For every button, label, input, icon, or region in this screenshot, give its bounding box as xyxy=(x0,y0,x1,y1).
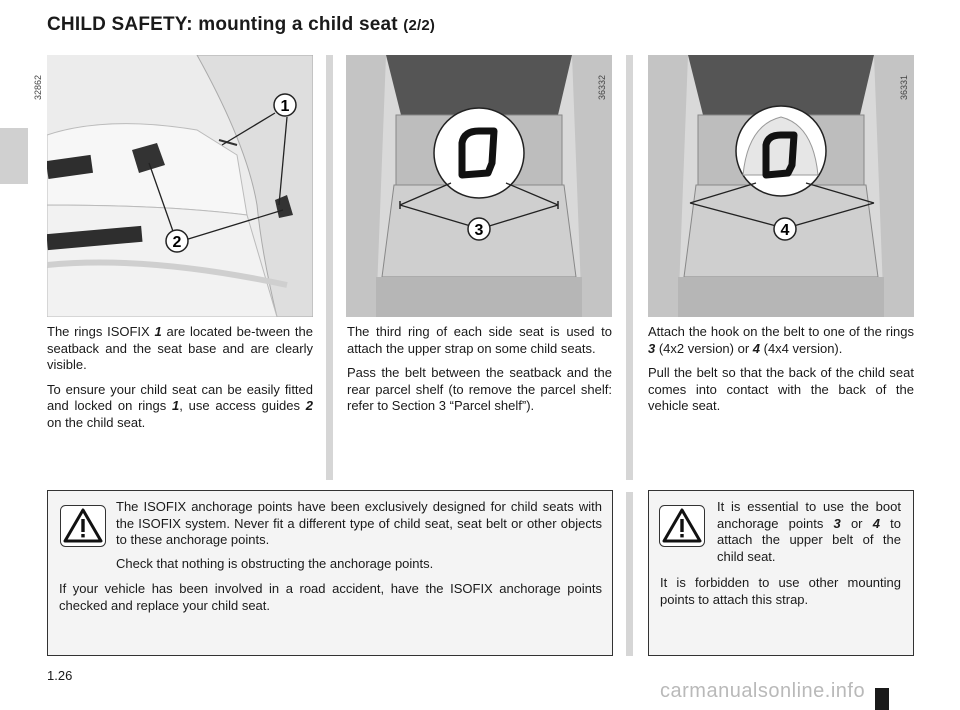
figure-boot-anchorage-4 xyxy=(648,55,914,317)
paragraph: Check that nothing is obstructing the anchorage points. xyxy=(116,555,434,571)
paragraph: The third ring of each side seat is used to attach the upper strap on some child seats. xyxy=(347,324,612,356)
column-3-text xyxy=(648,324,914,423)
paragraph: It is essential to use the boot anchorage points 3 or 4 to attach the upper belt of the child seat. xyxy=(717,499,901,564)
figure-code: 32862 xyxy=(33,74,43,100)
callout-3: 3 xyxy=(474,222,484,239)
warning-triangle-icon xyxy=(659,505,705,552)
watermark: carmanualsonline.info xyxy=(660,680,866,702)
warning-text xyxy=(116,499,602,579)
warning-text xyxy=(717,499,901,572)
callout-2: 2 xyxy=(172,234,182,251)
paragraph: The rings ISOFIX 1 are located be-tween the seatback and the seat base and are clearly visible. xyxy=(47,324,313,372)
figure-code: 36332 xyxy=(597,74,607,100)
column-1-text xyxy=(47,324,313,439)
paragraph: Attach the hook on the belt to one of the rings 3 (4x2 version) or 4 (4x4 version). xyxy=(648,324,914,356)
callout-4: 4 xyxy=(780,222,790,239)
figure-code: 36331 xyxy=(899,74,909,100)
warning-box-anchorage xyxy=(648,490,914,656)
paragraph: It is forbidden to use other mounting points to attach this strap. xyxy=(660,575,901,607)
paragraph: The ISOFIX anchorage points have been exclusively designed for child seats with the ISOFIX system. Never fit a different type of child seat, seat belt or other objects to these anchorage points. xyxy=(116,499,602,547)
page-number: 1.26 xyxy=(47,668,73,683)
callout-1: 1 xyxy=(280,98,290,115)
column-separator xyxy=(326,55,333,480)
warning-text xyxy=(660,575,901,615)
figure-boot-anchorage-3 xyxy=(346,55,612,317)
section-tab xyxy=(0,128,28,184)
paragraph: Pull the belt so that the back of the child seat comes into contact with the back of the vehicle seat. xyxy=(648,365,914,413)
warning-box-isofix xyxy=(47,490,613,656)
paragraph: If your vehicle has been involved in a road accident, have the ISOFIX anchorage points checked and replace your child seat. xyxy=(59,581,602,613)
figure-isofix-rings xyxy=(47,55,313,317)
paragraph: Pass the belt between the seatback and the rear parcel shelf (to remove the parcel shelf: refer to Section 3 “Parcel shelf”). xyxy=(347,365,612,413)
column-separator xyxy=(626,492,633,656)
column-separator xyxy=(626,55,633,480)
paragraph: To ensure your child seat can be easily fitted and locked on rings 1, use access guides 2 on the child seat. xyxy=(47,381,313,430)
warning-triangle-icon xyxy=(60,505,106,552)
page-title xyxy=(47,14,435,36)
corner-mark xyxy=(875,688,889,710)
title-part-indicator: (2/2) xyxy=(403,17,436,34)
title-text: CHILD SAFETY: mounting a child seat xyxy=(47,14,398,35)
column-2-text xyxy=(347,324,612,423)
warning-text xyxy=(59,581,602,621)
